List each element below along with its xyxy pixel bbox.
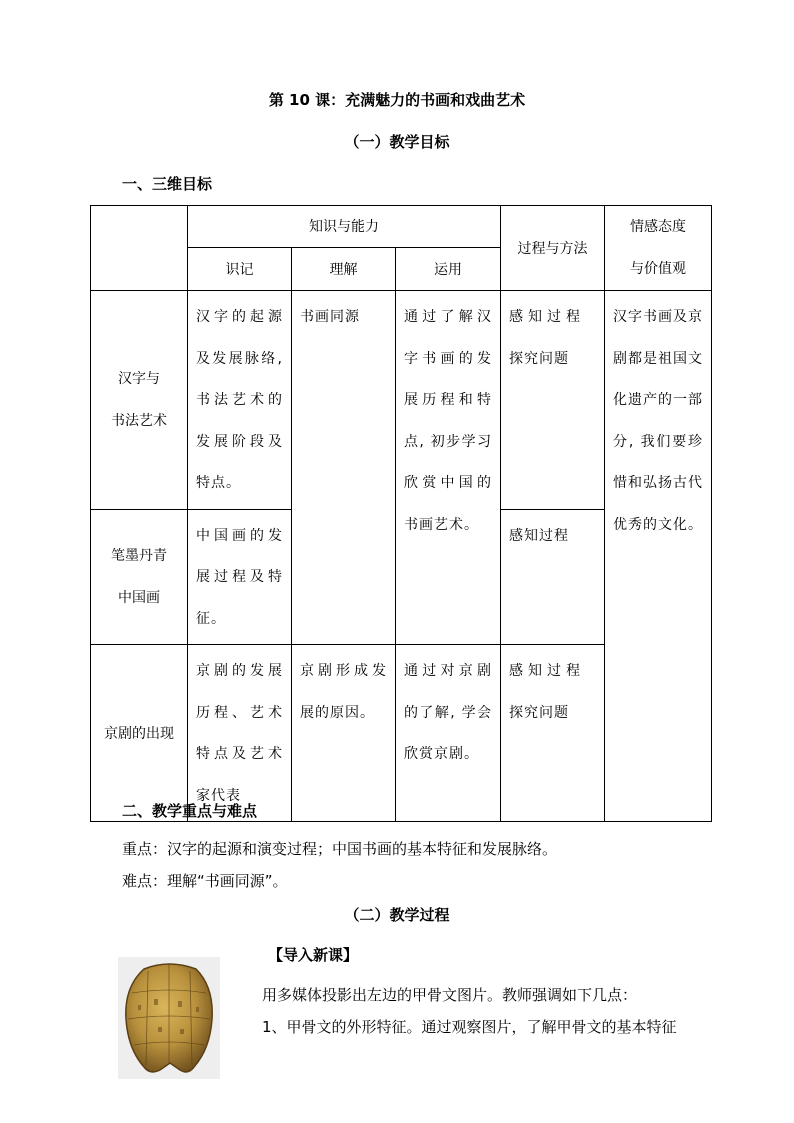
header-remember: 识记 xyxy=(188,247,292,290)
row3-topic: 京剧的出现 xyxy=(91,645,188,822)
row3-remember: 京剧的发展历程、艺术特点及艺术家代表 xyxy=(188,645,292,822)
paragraph-2: 1、甲骨文的外形特征。通过观察图片，了解甲骨文的基本特征 xyxy=(262,1018,677,1036)
row3-apply: 通过对京剧的了解, 学会欣赏京剧。 xyxy=(396,645,501,822)
row1-remember: 汉字的起源及发展脉络,书法艺术的发展阶段及特点。 xyxy=(188,291,292,510)
row2-topic-line2: 中国画 xyxy=(118,589,160,606)
subheading-three-dimensional-goals: 一、三维目标 xyxy=(122,175,213,193)
row1-topic xyxy=(91,291,188,510)
header-apply: 运用 xyxy=(396,247,501,290)
row1-topic-line2: 书法艺术 xyxy=(111,412,167,429)
header-emotion-line1: 情感态度 xyxy=(630,219,687,235)
header-emotion-line2: 与价值观 xyxy=(630,261,687,277)
key-point-text: 重点：汉字的起源和演变过程；中国书画的基本特征和发展脉络。 xyxy=(122,840,558,858)
row12-apply: 通过了解汉字书画的发展历程和特点, 初步学习欣赏中国的书画艺术。 xyxy=(396,291,501,645)
row3-process: 感知过程探究问题 xyxy=(501,645,605,822)
intro-heading: 【导入新课】 xyxy=(268,946,359,964)
section-heading-process: （二）教学过程 xyxy=(344,906,450,924)
row2-topic xyxy=(91,509,188,645)
row3-understand: 京剧形成发展的原因。 xyxy=(292,645,396,822)
header-emotion-values xyxy=(605,206,712,291)
header-knowledge-ability: 知识与能力 xyxy=(188,206,501,248)
row12-understand: 书画同源 xyxy=(292,291,396,645)
difficulty-text: 难点：理解“书画同源”。 xyxy=(122,872,288,890)
page-title: 第 10 课：充满魅力的书画和戏曲艺术 xyxy=(268,91,526,109)
oracle-bone-turtle-shell-image xyxy=(118,957,220,1079)
row123-emotion: 汉字书画及京剧都是祖国文化遗产的一部分, 我们要珍惜和弘扬古代优秀的文化。 xyxy=(605,291,712,822)
subheading-key-difficulty: 二、教学重点与难点 xyxy=(122,802,258,820)
row1-process: 感知过程探究问题 xyxy=(501,291,605,510)
row2-process: 感知过程 xyxy=(501,509,605,645)
row2-remember: 中国画的发展过程及特征。 xyxy=(188,509,292,645)
section-heading-goals: （一）教学目标 xyxy=(344,133,450,151)
row2-topic-line1: 笔墨丹青 xyxy=(111,547,167,564)
header-understand: 理解 xyxy=(292,247,396,290)
row1-topic-line1: 汉字与 xyxy=(118,370,160,387)
header-empty-cell xyxy=(91,206,188,291)
paragraph-1: 用多媒体投影出左边的甲骨文图片。教师强调如下几点： xyxy=(262,986,638,1004)
header-process-method: 过程与方法 xyxy=(501,206,605,291)
goals-table xyxy=(90,205,712,822)
